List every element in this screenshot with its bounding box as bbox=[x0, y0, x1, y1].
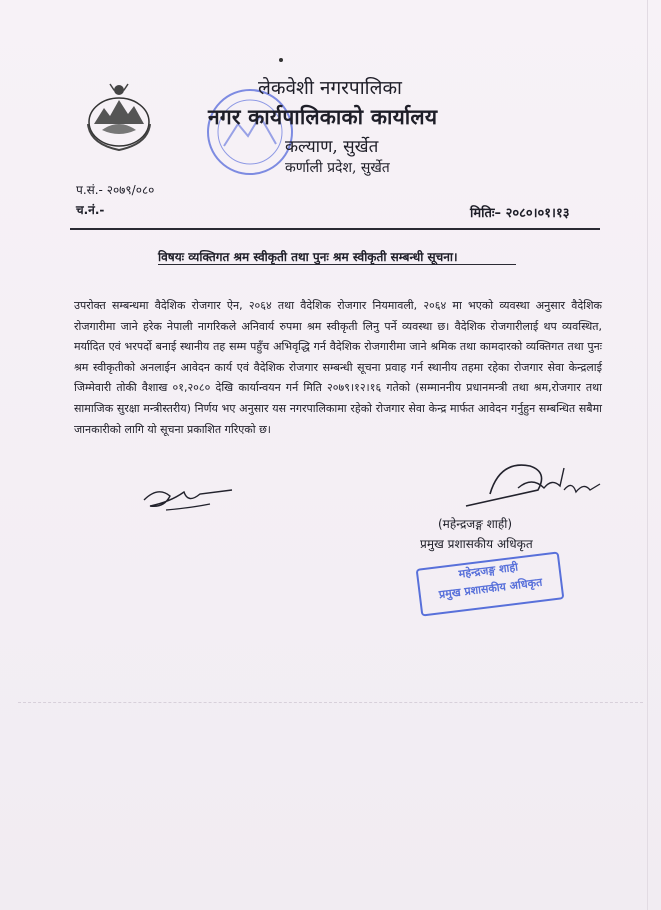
page-edge bbox=[647, 0, 648, 910]
signature-icon bbox=[460, 454, 610, 520]
left-handwritten-initial-icon bbox=[140, 478, 250, 518]
province-name: कर्णाली प्रदेश, सुर्खेत bbox=[285, 160, 390, 176]
ink-dot bbox=[279, 58, 283, 62]
subject-line: विषयः व्यक्तिगत श्रम स्वीकृती तथा पुनः श्रम स्वीकृती सम्बन्धी सूचना। bbox=[158, 250, 458, 264]
designation-stamp bbox=[416, 551, 565, 616]
subject-underline bbox=[158, 264, 516, 265]
paper-fold-line bbox=[18, 702, 643, 704]
stamp-title: प्रमुख प्रशासकीय अधिकृत bbox=[438, 575, 543, 602]
nepal-emblem-icon bbox=[80, 78, 158, 154]
signatory-name: (महेन्द्रजङ्ग शाही) bbox=[438, 517, 513, 531]
office-name: नगर कार्यपालिकाको कार्यालय bbox=[208, 104, 438, 129]
dispatch-number: च.नं.- bbox=[76, 203, 105, 217]
stamp-name: महेन्द्रजङ्ग शाही bbox=[457, 560, 519, 581]
office-location: कल्याण, सुर्खेत bbox=[285, 137, 379, 157]
header-divider bbox=[70, 228, 600, 230]
municipality-name: लेकवेशी नगरपालिका bbox=[258, 77, 402, 99]
letter-date: मितिः– २०८०।०१।१३ bbox=[470, 206, 570, 221]
notice-body: उपरोक्त सम्बन्धमा वैदेशिक रोजगार ऐन, २०६४ तथा वैदेशिक रोजगार नियमावली, २०६४ मा भएको व्यवस्था अनुसार वैदेशिक रोजगारीमा जाने हरेक नेपाली नागरिकले अनिवार्य रुपमा श्रम स्वीकृती लिनु पर्ने व्यवस्था छ। वैदेशिक रोजगारीलाई थप व्यवस्थित, मर्यादित एवं भरपर्दो बनाई स्थानीय तह सम्म पहुँच अभिवृद्धि गर्न वैदेशिक रोजगारीमा जाने श्रमिक तथा कामदारको व्यक्तिगत तथा पुनः श्रम स्वीकृतीको अनलाईन आवेदन कार्य एवं वैदेशिक रोजगार सम्बन्धी सूचना प्रवाह गर्न स्थानीय तहमा रहेका रोजगार सेवा केन्द्रलाई जिम्मेवारी तोकी वैशाख ०१,२०८० देखि कार्यान्वयन गर्न मिति २०७९।१२।१६ गतेको (सम्माननीय प्रधानमन्त्री तथा श्रम,रोजगार तथा सामाजिक सुरक्षा मन्त्रीस्तरीय) निर्णय भए अनुसार यस नगरपालिकामा रहेको रोजगार सेवा केन्द्र मार्फत आवेदन गर्नुहुन सम्बन्धित सबैमा जानकारीको लागि यो सूचना प्रकाशित गरिएको छ। bbox=[74, 299, 603, 436]
reference-number: प.सं.- २०७९/०८० bbox=[76, 183, 155, 197]
signatory-title: प्रमुख प्रशासकीय अधिकृत bbox=[420, 537, 533, 551]
